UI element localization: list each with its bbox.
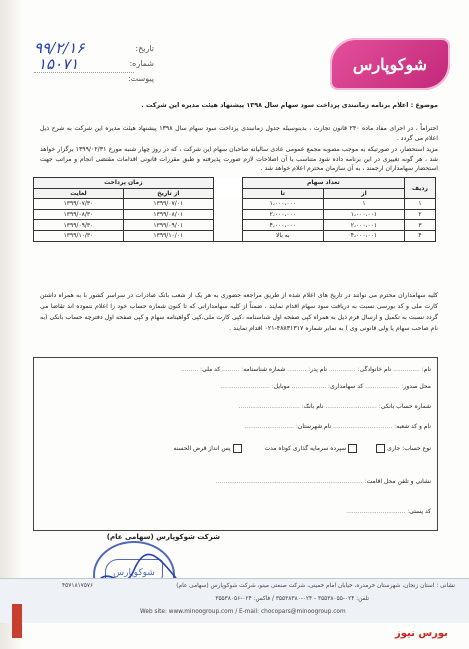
- label-bank-name: نام بانک: [303, 403, 324, 410]
- form-row-branch: نام و کد شعبه: ............................... نام شهرستان: ..........................: [244, 423, 431, 430]
- label-account-type: نوع حساب: [404, 445, 431, 452]
- cell-shares-from: ۲،۰۰۰،۰۰۱: [323, 220, 404, 231]
- label-national-code: کد ملی: [202, 366, 221, 373]
- label-address: نشانی و تلفن محل اقامت: [366, 478, 431, 485]
- attachment-label: پیوست:: [127, 74, 154, 83]
- cell-row-number: ۴: [405, 230, 436, 241]
- cell-pay-to: ۱۳۹۹/۰۷/۳۰: [34, 199, 124, 210]
- cell-pay-to: ۱۳۹۹/۰۸/۳۰: [34, 209, 124, 220]
- label-city: نام شهرستان: [297, 423, 332, 430]
- label-father: نام پدر: [310, 366, 328, 373]
- paragraph-intro: احتراماً ، در اجرای مفاد ماده ۲۴۰ قانون تجارت ، بدینوسیله جدول زمانبندی پرداخت سود سهام سال ۱۳۹۸ پیشنهاد هیئت مدیره این شرکت به شرح ذیل اعلام می گردد .: [40, 125, 438, 142]
- stamp-logo: شوکوپارس: [105, 559, 163, 587]
- footer-postal-code: ۴۵۷۱۸۱۷۵۷۶: [62, 583, 94, 589]
- handwritten-number: ۱۵۰۷۱: [38, 55, 79, 73]
- cell-shares-to: ۱،۰۰۰،۰۰۰: [242, 199, 323, 210]
- cell-pay-from: ۱۳۹۹/۰۷/۰۱: [123, 199, 213, 210]
- logo-text: شوکوپارس: [352, 54, 428, 74]
- cell-shares-from: ۱،۰۰۰،۰۰۱: [323, 209, 404, 220]
- table-gap: [213, 199, 242, 210]
- label-current: جاری: [387, 445, 401, 452]
- scan-edge-mark: [12, 604, 22, 638]
- table-row: [34, 209, 436, 220]
- cell-row-number: ۱: [405, 199, 436, 210]
- form-row-postal: کد پستی: ...............................: [346, 508, 431, 515]
- cell-shares-to: به بالا: [242, 230, 323, 241]
- label-short-term: سپرده سرمایه گذاری کوتاه مدت: [264, 445, 347, 452]
- cell-shares-to: ۲،۰۰۰،۰۰۰: [242, 209, 323, 220]
- footer-web: Web site: www.minoogroup.com / E-mail: chocopars@minoogroup.com: [140, 609, 346, 615]
- paragraph-instructions: کلیه سهامداران محترم می توانند در تاریخ های اعلام شده از طریق مراجعه حضوری به هر یک از شعب بانک صادرات در سراسر کشور با به همراه داشتن کارت ملی و کد بورسی نسبت به دریافت سود سهام اقدام نمایند ، ضمناً از کلیه سهامدارانی که تا کنون شماره حساب خود را اعلام ننموده اند تقاضا می گردد نسبت به تکمیل و ارسال فرم ذیل به همراه کپی صفحه اول شناسنامه ،کپی کارت ملی،کپی گواهینامه سهام و کپی صفحه اول دفترچه حساب بانکی (به نام صاحب سهام یا ولی قانونی وی ) به نمابر شماره ۴۸۸۳۱۳۱۷-۰۲۱ اقدام نمایند .: [40, 292, 438, 332]
- number-label: شماره:: [129, 59, 154, 68]
- form-row-address: نشانی و تلفن محل اقامت: .............................................................................: [215, 478, 431, 485]
- th-to: تا: [242, 188, 323, 199]
- label-branch: نام و کد شعبه: [396, 423, 431, 430]
- letter-footer: [0, 578, 469, 623]
- footer-phone: تلفن: ۰۲۴-۳۵۵۳۸۰۵۵ - ۰۲۴-۳۵۵۳۸۳۸۰ / فاکس: ۰۲۴-۳۵۵۳۸۰۵۶: [215, 596, 369, 602]
- handwritten-date: ۹۹/۲/۱۶: [34, 39, 85, 57]
- table-row: [34, 199, 436, 210]
- cell-pay-from: ۱۳۹۹/۰۸/۰۱: [123, 209, 213, 220]
- table-gap: [213, 178, 242, 199]
- paragraph-assembly: مزید استحضار، در صورتیکه به موجب مصوبه مجمع عمومی عادی سالیانه صاحبان سهام این شرکت ، که در روز چهار شنبه مورخ ۱۳۹۹/۰۲/۳۱ برگزار خواهد شد ، هر گونه تغییری در این برنامه داده شود متناسب با آن اصلاحات لازم صورت پذیرفته و طبق مقررات قانونی اقدامات مقتضی انجام و مراتب جهت استحضار سهامداران ارجمند ، به آن سازمان محترم اعلام خواهد شد .: [40, 146, 438, 173]
- form-row-account-type: نوع حساب: جاری سپرده سرمایه گذاری کوتاه مدت پس انداز قرض الحسنه: [173, 445, 431, 452]
- cell-pay-to: ۱۳۹۹/۱۰/۳۰: [34, 230, 124, 241]
- cell-row-number: ۳: [405, 220, 436, 231]
- th-shares: تعداد سهام: [242, 178, 404, 189]
- th-from: از: [323, 188, 404, 199]
- signature-company: شرکت شوکوپارس (سهامی عام): [106, 533, 220, 541]
- table-row: [34, 230, 436, 241]
- th-pay-to: لغایت: [34, 188, 124, 199]
- checkbox-interest-free[interactable]: [233, 444, 242, 453]
- table-gap: [213, 220, 242, 231]
- cell-shares-from: ۴،۰۰۰،۰۰۱: [323, 230, 404, 241]
- label-mobile: موبایل: [273, 383, 290, 390]
- form-row-name: نام: .............. نام خانوادگی: .............. نام پدر: .......... شماره شناسنامه: ......... کد ملی: .........: [180, 366, 431, 373]
- checkbox-current[interactable]: [376, 444, 385, 453]
- form-row-issue: محل صدور: .................. کد سهامداری: .................. موبایل: ..........................: [220, 383, 431, 390]
- bank-account-form: [33, 357, 438, 531]
- cell-pay-from: ۱۳۹۹/۱۰/۰۱: [123, 230, 213, 241]
- company-logo: [330, 38, 450, 90]
- subject-line: موضوع : اعلام برنامه زمانبندی پرداخت سود سهام سال ۱۳۹۸ پیشنهاد هیئت مدیره این شرکت .: [141, 101, 438, 109]
- label-account-number: شماره حساب بانکی: [380, 403, 431, 410]
- scan-shadow: [0, 0, 24, 649]
- cell-row-number: ۲: [405, 209, 436, 220]
- news-watermark: بورس نیوز: [395, 628, 448, 639]
- table-gap: [213, 209, 242, 220]
- cell-pay-from: ۱۳۹۹/۰۹/۰۱: [123, 220, 213, 231]
- attachment-line: [34, 72, 134, 73]
- th-payment: زمان پرداخت: [34, 178, 214, 189]
- th-row: ردیف: [405, 178, 436, 199]
- table-gap: [213, 230, 242, 241]
- table-row: [34, 220, 436, 231]
- th-pay-from: از تاریخ: [123, 188, 213, 199]
- label-postal-code: کد پستی: [409, 508, 431, 515]
- label-issue-place: محل صدور: [403, 383, 431, 390]
- cell-pay-to: ۱۳۹۹/۰۹/۳۰: [34, 220, 124, 231]
- label-id-number: شماره شناسنامه: [243, 366, 286, 373]
- footer-address: نشانی : استان زنجان، شهرستان خرمدره، خیابان امام خمینی، شرکت صنعتی مینو، شرکت شوکوپارس (سهامی عام): [176, 583, 455, 589]
- cell-shares-to: ۴،۰۰۰،۰۰۰: [242, 220, 323, 231]
- label-family: نام خانوادگی: [359, 366, 392, 373]
- label-shareholder-code: کد سهامداری: [330, 383, 364, 390]
- date-label: تاریخ:: [135, 44, 154, 53]
- label-name: نام: [423, 366, 431, 373]
- cell-shares-from: ۱: [323, 199, 404, 210]
- dividend-schedule-table: [33, 177, 436, 242]
- label-interest-free: پس انداز قرض الحسنه: [173, 445, 231, 452]
- checkbox-short-term[interactable]: [348, 444, 357, 453]
- form-row-bank: شماره حساب بانکی: ........................... نام بانک: ................................: [238, 403, 431, 410]
